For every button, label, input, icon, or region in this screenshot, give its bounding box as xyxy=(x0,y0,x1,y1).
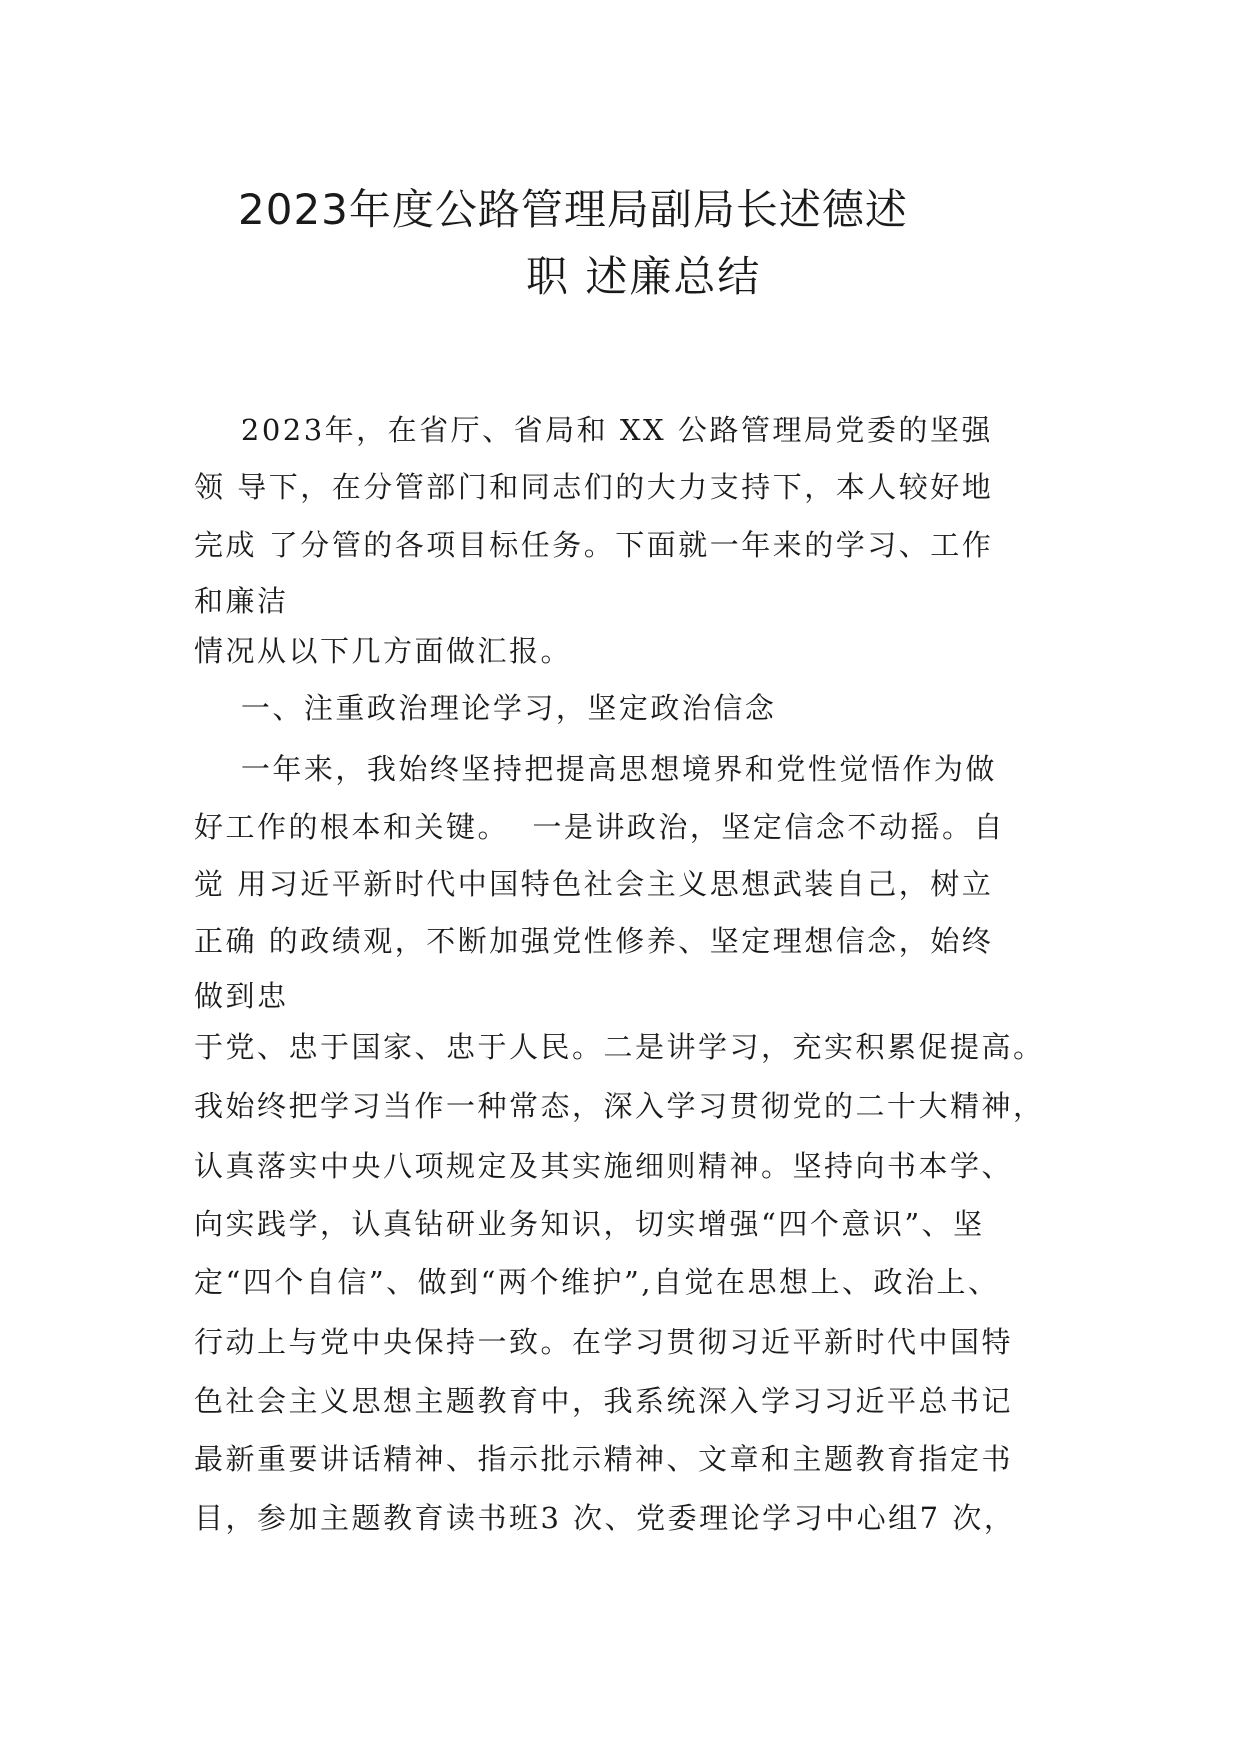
body-line: 一年来，我始终坚持把提高思想境界和党性觉悟作为做 xyxy=(194,752,997,786)
section-heading: 一、注重政治理论学习，坚定政治信念 xyxy=(194,691,777,725)
body-line: 目，参加主题教育读书班3 次、党委理论学习中心组7 次， xyxy=(194,1501,1016,1535)
body-line: 做到忠 xyxy=(194,979,289,1013)
body-line: 我始终把学习当作一种常态，深入学习贯彻党的二十大精神， xyxy=(194,1089,1045,1123)
body-line: 向实践学，认真钻研业务知识，切实增强“四个意识”、坚 xyxy=(194,1207,985,1241)
body-line: 领 导下，在分管部门和同志们的大力支持下，本人较好地 xyxy=(194,470,994,504)
body-line: 最新重要讲话精神、指示批示精神、文章和主题教育指定书 xyxy=(194,1442,1014,1476)
body-line: 和廉洁 xyxy=(194,584,289,618)
body-line: 好工作的根本和关键。 一是讲政治，坚定信念不动摇。自 xyxy=(194,810,1005,844)
document-title-line-2: 职 述廉总结 xyxy=(526,252,762,301)
body-line: 色社会主义思想主题教育中，我系统深入学习习近平总书记 xyxy=(194,1384,1014,1418)
body-line: 于党、忠于国家、忠于人民。二是讲学习，充实积累促提高。 xyxy=(194,1030,1045,1064)
body-line: 定“四个自信”、做到“两个维护”,自觉在思想上、政治上、 xyxy=(194,1265,1000,1299)
body-line: 认真落实中央八项规定及其实施细则精神。坚持向书本学、 xyxy=(194,1149,1014,1183)
document-title-line-1: 2023年度公路管理局副局长述德述 xyxy=(238,185,908,234)
body-line: 正确 的政绩观，不断加强党性修养、坚定理想信念，始终 xyxy=(194,924,994,958)
body-line: 2023年，在省厅、省局和 XX 公路管理局党委的坚强 xyxy=(194,413,993,447)
body-line: 觉 用习近平新时代中国特色社会主义思想武装自己，树立 xyxy=(194,867,994,901)
body-line: 行动上与党中央保持一致。在学习贯彻习近平新时代中国特 xyxy=(194,1325,1014,1359)
body-line: 完成 了分管的各项目标任务。下面就一年来的学习、工作 xyxy=(194,528,994,562)
body-line: 情况从以下几方面做汇报。 xyxy=(194,634,573,668)
